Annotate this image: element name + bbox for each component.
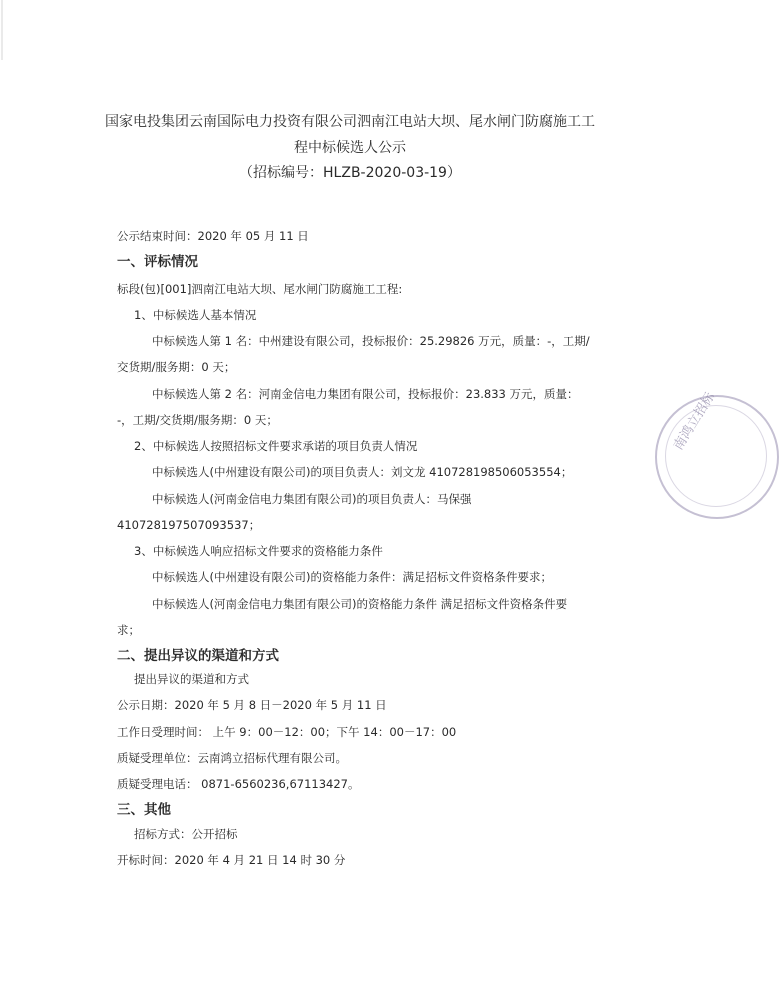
publicity-end-time: 公示结束时间：2020 年 05 月 11 日 bbox=[117, 229, 309, 243]
candidate-2-line-1: 中标候选人第 2 名：河南金信电力集团有限公司，投标报价：23.833 万元，质量： bbox=[152, 387, 579, 401]
company-seal bbox=[655, 389, 779, 519]
complaint-phone: 质疑受理电话： 0871-6560236,67113427。 bbox=[117, 777, 360, 791]
lot-description: 标段(包)[001]泗南江电站大坝、尾水闸门防腐施工工程: bbox=[117, 282, 403, 296]
tender-method: 招标方式：公开招标 bbox=[134, 827, 238, 841]
objection-channel: 提出异议的渠道和方式 bbox=[134, 672, 249, 686]
complaint-unit: 质疑受理单位：云南鸿立招标代理有限公司。 bbox=[117, 751, 347, 765]
candidate-1-line-1: 中标候选人第 1 名：中州建设有限公司，投标报价：25.29826 万元，质量：-，工期/ bbox=[152, 334, 590, 348]
candidate-2-line-2: -，工期/交货期/服务期：0 天； bbox=[117, 413, 278, 427]
qualification-1: 中标候选人(中州建设有限公司)的资格能力条件：满足招标文件资格条件要求； bbox=[152, 570, 552, 584]
item-2-title: 2、中标候选人按照招标文件要求承诺的项目负责人情况 bbox=[134, 439, 418, 453]
seal-text: 南鸿立招标 bbox=[671, 389, 719, 453]
section-2-heading: 二、提出异议的渠道和方式 bbox=[117, 648, 279, 664]
bid-opening-time: 开标时间：2020 年 4 月 21 日 14 时 30 分 bbox=[117, 853, 346, 867]
section-3-heading: 三、其他 bbox=[117, 802, 171, 818]
title-line-1: 国家电投集团云南国际电力投资有限公司泗南江电站大坝、尾水闸门防腐施工工 bbox=[105, 114, 595, 130]
title-line-2: 程中标候选人公示 bbox=[294, 140, 406, 156]
project-manager-1: 中标候选人(中州建设有限公司)的项目负责人：刘文龙 410728198506053554； bbox=[152, 465, 573, 479]
item-3-title: 3、中标候选人响应招标文件要求的资格能力条件 bbox=[134, 544, 383, 558]
working-hours: 工作日受理时间： 上午 9：00－12：00；下午 14：00－17：00 bbox=[117, 725, 457, 739]
item-1-title: 1、中标候选人基本情况 bbox=[134, 308, 257, 322]
project-manager-2-line-1: 中标候选人(河南金信电力集团有限公司)的项目负责人：马保强 bbox=[152, 492, 472, 506]
qualification-2-line-1: 中标候选人(河南金信电力集团有限公司)的资格能力条件 满足招标文件资格条件要 bbox=[152, 597, 568, 611]
candidate-1-line-2: 交货期/服务期：0 天； bbox=[117, 360, 236, 374]
qualification-2-line-2: 求； bbox=[117, 623, 140, 637]
tender-number: （招标编号：HLZB-2020-03-19） bbox=[239, 165, 461, 181]
publicity-date: 公示日期：2020 年 5 月 8 日－2020 年 5 月 11 日 bbox=[117, 698, 387, 712]
seal-inner-ring bbox=[665, 405, 767, 507]
scan-edge-mark bbox=[0, 0, 6, 60]
project-manager-2-line-2: 410728197507093537； bbox=[117, 518, 261, 532]
section-1-heading: 一、评标情况 bbox=[117, 254, 198, 270]
